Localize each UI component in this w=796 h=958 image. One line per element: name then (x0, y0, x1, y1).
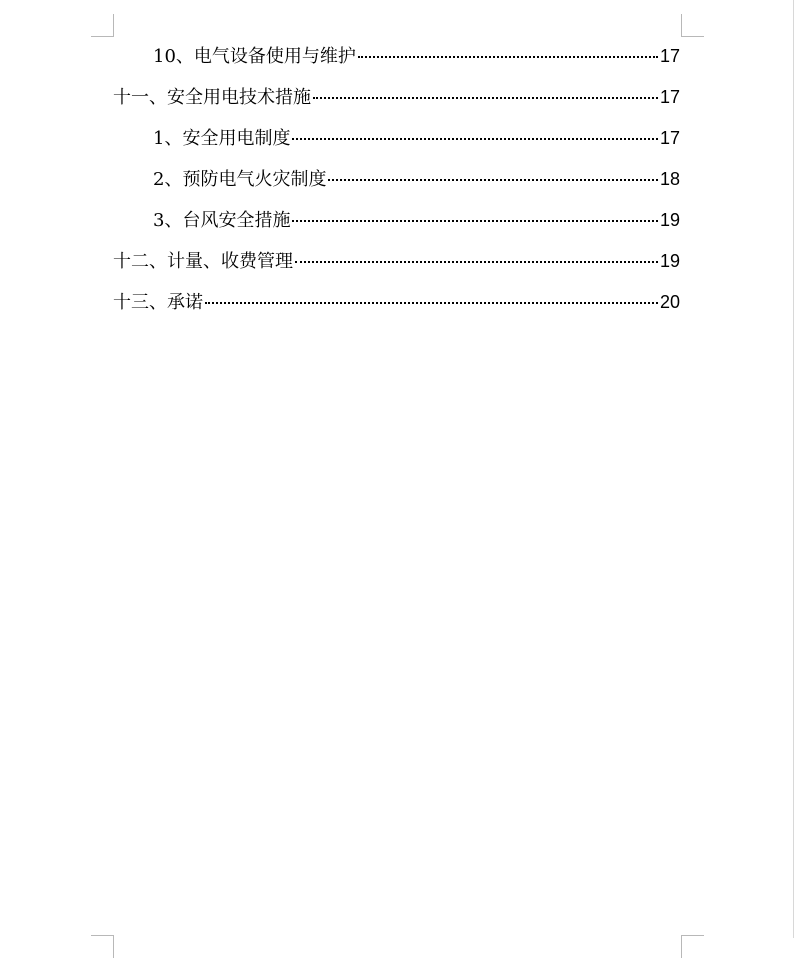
toc-entry-label: 1、安全用电制度 (153, 128, 291, 149)
toc-page-number: 17 (659, 46, 680, 66)
margin-corner-bottom-right (681, 935, 704, 958)
toc-entry-equipment-maintenance[interactable] (113, 44, 680, 85)
toc-dot-leader (313, 97, 658, 99)
toc-dot-leader (292, 138, 658, 140)
toc-page-number: 17 (659, 128, 680, 148)
toc-entry-label: 3、台风安全措施 (153, 210, 291, 231)
toc-entry-safety-rules[interactable] (113, 126, 680, 167)
toc-entry-commitment[interactable] (113, 290, 680, 331)
table-of-contents (113, 44, 680, 331)
toc-dot-leader (205, 302, 658, 304)
toc-entry-safety-measures[interactable] (113, 85, 680, 126)
toc-entry-label: 2、预防电气火灾制度 (153, 169, 327, 190)
toc-entry-label: 十一、安全用电技术措施 (113, 87, 311, 108)
toc-page-number: 17 (659, 87, 680, 107)
toc-page-number: 20 (659, 292, 680, 312)
toc-dot-leader (295, 261, 658, 263)
margin-corner-top-left (91, 14, 114, 37)
toc-page-number: 19 (659, 251, 680, 271)
toc-entry-metering-billing[interactable] (113, 249, 680, 290)
toc-entry-label: 十二、计量、收费管理 (113, 251, 293, 272)
toc-dot-leader (292, 220, 658, 222)
toc-entry-typhoon-measures[interactable] (113, 208, 680, 249)
toc-entry-label: 10、电气设备使用与维护 (153, 46, 356, 67)
toc-entry-label: 十三、承诺 (113, 292, 203, 313)
margin-corner-bottom-left (91, 935, 114, 958)
toc-page-number: 19 (659, 210, 680, 230)
toc-page-number: 18 (659, 169, 680, 189)
toc-dot-leader (358, 56, 658, 58)
page-right-edge (793, 0, 794, 938)
toc-dot-leader (328, 179, 658, 181)
margin-corner-top-right (681, 14, 704, 37)
toc-entry-fire-prevention[interactable] (113, 167, 680, 208)
